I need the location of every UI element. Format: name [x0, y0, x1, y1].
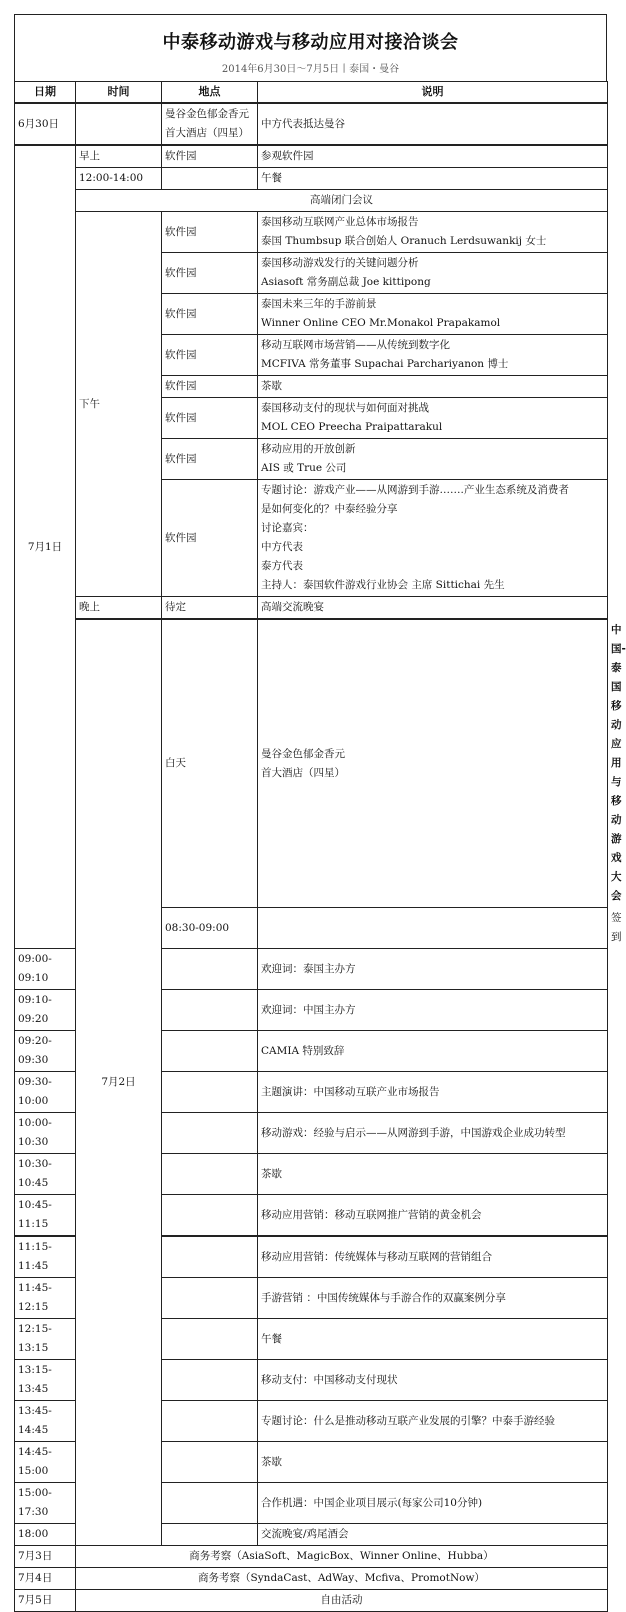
- desc-cell: 午餐: [258, 168, 608, 190]
- time-cell: 10:30-10:45: [15, 1154, 76, 1195]
- table-row: [15, 190, 608, 212]
- date-cell: 7月1日: [15, 145, 76, 949]
- table-row: 7月2日 白天 曼谷金色郁金香元 首大酒店（四星） 中国-泰国移动应用与移动游戏大会: [15, 619, 608, 908]
- table-header-row: [15, 82, 608, 104]
- place-cell: 软件园: [162, 294, 258, 335]
- time-cell: 09:30-10:00: [15, 1072, 76, 1113]
- desc-cell: 移动应用营销：传统媒体与移动互联网的营销组合: [258, 1236, 608, 1278]
- desc-cell: 参观软件园: [258, 145, 608, 168]
- desc-cell: CAMIA 特别致辞: [258, 1031, 608, 1072]
- time-cell: 10:00-10:30: [15, 1113, 76, 1154]
- schedule-document: [14, 14, 626, 1612]
- table-row: [15, 1568, 608, 1590]
- place-cell: 软件园: [162, 335, 258, 376]
- desc-cell: 泰国未来三年的手游前景 Winner Online CEO Mr.Monakol Prapakamol: [258, 294, 608, 335]
- time-cell: 晚上: [76, 597, 162, 620]
- desc-cell: 手游营销 ：中国传统媒体与手游合作的双赢案例分享: [258, 1278, 608, 1319]
- time-cell: 白天: [162, 619, 258, 908]
- date-cell: 7月4日: [15, 1568, 76, 1590]
- title-block: [14, 14, 607, 81]
- desc-cell: 中方代表抵达曼谷: [258, 103, 608, 145]
- date-cell: 6月30日: [15, 103, 76, 145]
- desc-cell: 移动游戏：经验与启示——从网游到手游，中国游戏企业成功转型: [258, 1113, 608, 1154]
- time-cell: 13:15-13:45: [15, 1360, 76, 1401]
- desc-cell: 茶歇: [258, 1154, 608, 1195]
- time-cell: 11:45-12:15: [15, 1278, 76, 1319]
- time-cell: 09:00-09:10: [15, 949, 76, 990]
- header-place: 地点: [162, 82, 258, 104]
- desc-cell: 主题演讲：中国移动互联产业市场报告: [258, 1072, 608, 1113]
- place-cell: 待定: [162, 597, 258, 620]
- desc-cell: 欢迎词：泰国主办方: [258, 949, 608, 990]
- place-cell: 软件园: [162, 145, 258, 168]
- place-cell: 软件园: [162, 376, 258, 398]
- place-cell: 曼谷金色郁金香元 首大酒店（四星）: [258, 619, 608, 908]
- desc-cell: 欢迎词：中国主办方: [258, 990, 608, 1031]
- place-cell: 软件园: [162, 253, 258, 294]
- time-cell: 10:45-11:15: [15, 1195, 76, 1237]
- desc-cell: 移动互联网市场营销——从传统到数字化 MCFIVA 常务董事 Supachai Parchariyanon 博士: [258, 335, 608, 376]
- place-cell: 软件园: [162, 212, 258, 253]
- page-title: 中泰移动游戏与移动应用对接洽谈会: [162, 32, 459, 53]
- desc-cell: 专题讨论：游戏产业——从网游到手游…….产业生态系统及消费者 是如何变化的？中泰经验分享 讨论嘉宾： 中方代表 泰方代表 主持人：泰国软件游戏行业协会 主席 Sittichai 先生: [258, 480, 608, 597]
- section-heading: 高端闭门会议: [76, 190, 608, 212]
- time-cell: 早上: [76, 145, 162, 168]
- desc-cell: 合作机遇：中国企业项目展示(每家公司10分钟): [258, 1483, 608, 1524]
- date-cell: 7月2日: [76, 619, 162, 1546]
- time-cell: 15:00-17:30: [15, 1483, 76, 1524]
- desc-cell: 移动应用营销：移动互联网推广营销的黄金机会: [258, 1195, 608, 1237]
- desc-cell: 移动支付：中国移动支付现状: [258, 1360, 608, 1401]
- place-cell: 软件园: [162, 439, 258, 480]
- place-cell: 软件园: [162, 480, 258, 597]
- place-cell: 软件园: [162, 398, 258, 439]
- desc-cell: 自由活动: [76, 1590, 608, 1612]
- time-cell: 08:30-09:00: [162, 908, 258, 949]
- page-subtitle: 2014年6月30日～7月5日丨泰国・曼谷: [221, 64, 400, 75]
- desc-cell: 泰国移动互联网产业总体市场报告 泰国 Thumbsup 联合创始人 Oranuch Lerdsuwankij 女士: [258, 212, 608, 253]
- date-cell: 7月5日: [15, 1590, 76, 1612]
- table-row: [15, 1590, 608, 1612]
- time-cell: 12:00-14:00: [76, 168, 162, 190]
- table-row: [15, 1546, 608, 1568]
- desc-cell: 午餐: [258, 1319, 608, 1360]
- time-cell: 14:45-15:00: [15, 1442, 76, 1483]
- table-row: [15, 597, 608, 620]
- time-cell: 11:15-11:45: [15, 1236, 76, 1278]
- table-row: [15, 168, 608, 190]
- time-cell: 09:10-09:20: [15, 990, 76, 1031]
- table-row: [15, 103, 608, 145]
- time-cell: 下午: [76, 212, 162, 597]
- table-row: 08:30-09:00 签到: [15, 908, 608, 949]
- time-cell: 18:00: [15, 1524, 76, 1546]
- time-cell: 09:20-09:30: [15, 1031, 76, 1072]
- desc-cell: 商务考察（AsiaSoft、MagicBox、Winner Online、Hubba）: [76, 1546, 608, 1568]
- header-desc: 说明: [258, 82, 608, 104]
- desc-cell: 移动应用的开放创新 AIS 或 True 公司: [258, 439, 608, 480]
- desc-cell: 商务考察（SyndaCast、AdWay、Mcfiva、PromotNow）: [76, 1568, 608, 1590]
- desc-cell: 专题讨论：什么是推动移动互联产业发展的引擎？中泰手游经验: [258, 1401, 608, 1442]
- schedule-table: [14, 81, 626, 1612]
- desc-cell: 茶歇: [258, 1442, 608, 1483]
- desc-cell: 泰国移动支付的现状与如何面对挑战 MOL CEO Preecha Praipattarakul: [258, 398, 608, 439]
- place-cell: 曼谷金色郁金香元 首大酒店（四星）: [162, 103, 258, 145]
- header-date: 日期: [15, 82, 76, 104]
- time-cell: 13:45-14:45: [15, 1401, 76, 1442]
- date-cell: 7月3日: [15, 1546, 76, 1568]
- desc-cell: 茶歇: [258, 376, 608, 398]
- desc-cell: 泰国移动游戏发行的关键问题分析 Asiasoft 常务副总裁 Joe kittipong: [258, 253, 608, 294]
- header-time: 时间: [76, 82, 162, 104]
- time-cell: 12:15-13:15: [15, 1319, 76, 1360]
- table-row: [15, 212, 608, 253]
- table-row: [15, 145, 608, 168]
- desc-cell: 交流晚宴/鸡尾酒会: [258, 1524, 608, 1546]
- desc-cell: 高端交流晚宴: [258, 597, 608, 620]
